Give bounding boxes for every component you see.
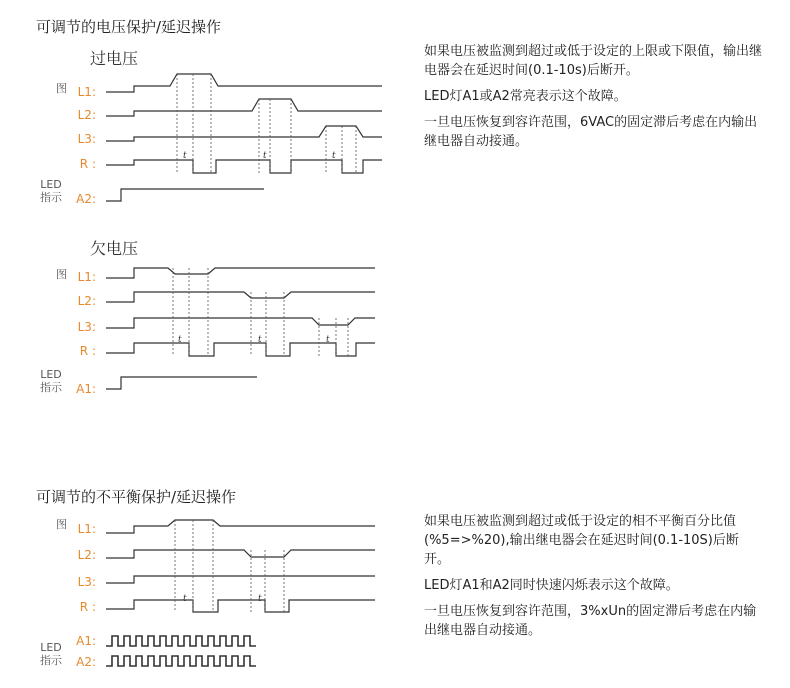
- section1-desc-3: 一旦电压恢复到容许范围，6VAC的固定滞后考虑在内输出继电器自动接通。: [424, 115, 758, 149]
- uv-l1-wave: [106, 268, 375, 278]
- uv-delay-t3: t: [326, 335, 330, 345]
- undervoltage-waveforms: [106, 268, 375, 389]
- ub-delay-t2: t: [258, 594, 262, 604]
- ub-label-r: R :: [79, 600, 96, 614]
- section1-desc-1: 如果电压被监测到超过或低于设定的上限或下限值，输出继电器会在延迟时间(0.1-10s)后断开。: [424, 44, 763, 78]
- overvoltage-waveforms: [106, 74, 382, 201]
- uv-label-l3: L3:: [77, 320, 96, 334]
- ov-delay-t1: t: [183, 151, 187, 161]
- ov-l2-wave: [106, 99, 382, 116]
- ub-l2-wave: [106, 550, 375, 558]
- ub-r-wave: [106, 600, 375, 612]
- uv-label-l2: L2:: [77, 294, 96, 308]
- ov-led-text: LED: [40, 178, 62, 191]
- uv-label-l1: L1:: [77, 270, 96, 284]
- undervoltage-legend: 图: [56, 268, 67, 281]
- overvoltage-title: 过电压: [90, 49, 139, 68]
- ub-label-a2: A2:: [76, 655, 96, 669]
- ub-label-l3: L3:: [77, 575, 96, 589]
- section2-title: 可调节的不平衡保护/延迟操作: [36, 488, 237, 506]
- ub-a1-wave: [106, 636, 256, 646]
- ov-label-l3: L3:: [77, 132, 96, 146]
- ub-led-sub: 指示: [40, 654, 62, 667]
- uv-delay-t2: t: [258, 335, 262, 345]
- uv-a1-wave: [106, 377, 257, 389]
- section2-desc-1: 如果电压被监测到超过或低于设定的相不平衡百分比值(%5=>%20),输出继电器会在延迟时间(0.1-10S)后断开。: [424, 514, 739, 567]
- ov-label-l2: L2:: [77, 108, 96, 122]
- ov-led-sub: 指示: [40, 191, 62, 204]
- ov-l3-wave: [106, 126, 382, 141]
- ov-delay-t3: t: [332, 151, 336, 161]
- ub-led-text: LED: [40, 641, 62, 654]
- uv-delay-t1: t: [178, 335, 182, 345]
- uv-led-text: LED: [40, 368, 62, 381]
- ov-label-r: R :: [79, 157, 96, 171]
- uv-l2-wave: [106, 292, 375, 302]
- ub-l3-wave: [106, 576, 375, 583]
- ov-a2-wave: [106, 189, 264, 201]
- uv-led-sub: 指示: [40, 381, 62, 394]
- ov-r-wave: [106, 160, 382, 173]
- uv-r-wave: [106, 343, 375, 356]
- ov-l1-wave: [106, 74, 382, 92]
- ub-l1-wave: [106, 520, 375, 533]
- ub-label-l2: L2:: [77, 548, 96, 562]
- section1-title: 可调节的电压保护/延迟操作: [36, 18, 222, 36]
- overvoltage-legend: 图: [56, 82, 67, 95]
- unbalance-waveforms: [106, 520, 375, 666]
- section1-desc-2: LED灯A1或A2常亮表示这个故障。: [424, 89, 627, 104]
- uv-label-a1: A1:: [76, 382, 96, 396]
- ov-label-l1: L1:: [77, 85, 96, 99]
- section2-desc-3: 一旦电压恢复到容许范围，3%xUn的固定滞后考虑在内输出继电器自动接通。: [424, 604, 757, 638]
- uv-l3-wave: [106, 318, 375, 328]
- undervoltage-title: 欠电压: [90, 239, 139, 258]
- uv-label-r: R :: [79, 344, 96, 358]
- ov-label-a2: A2:: [76, 192, 96, 206]
- ov-delay-t2: t: [263, 151, 267, 161]
- ub-label-l1: L1:: [77, 522, 96, 536]
- ub-dotted-markers: [175, 520, 284, 612]
- ub-a2-wave: [106, 656, 256, 666]
- ub-label-a1: A1:: [76, 634, 96, 648]
- section2-desc-2: LED灯A1和A2同时快速闪烁表示这个故障。: [424, 578, 679, 593]
- unbalance-legend: 图: [56, 518, 67, 531]
- ub-delay-t1: t: [183, 594, 187, 604]
